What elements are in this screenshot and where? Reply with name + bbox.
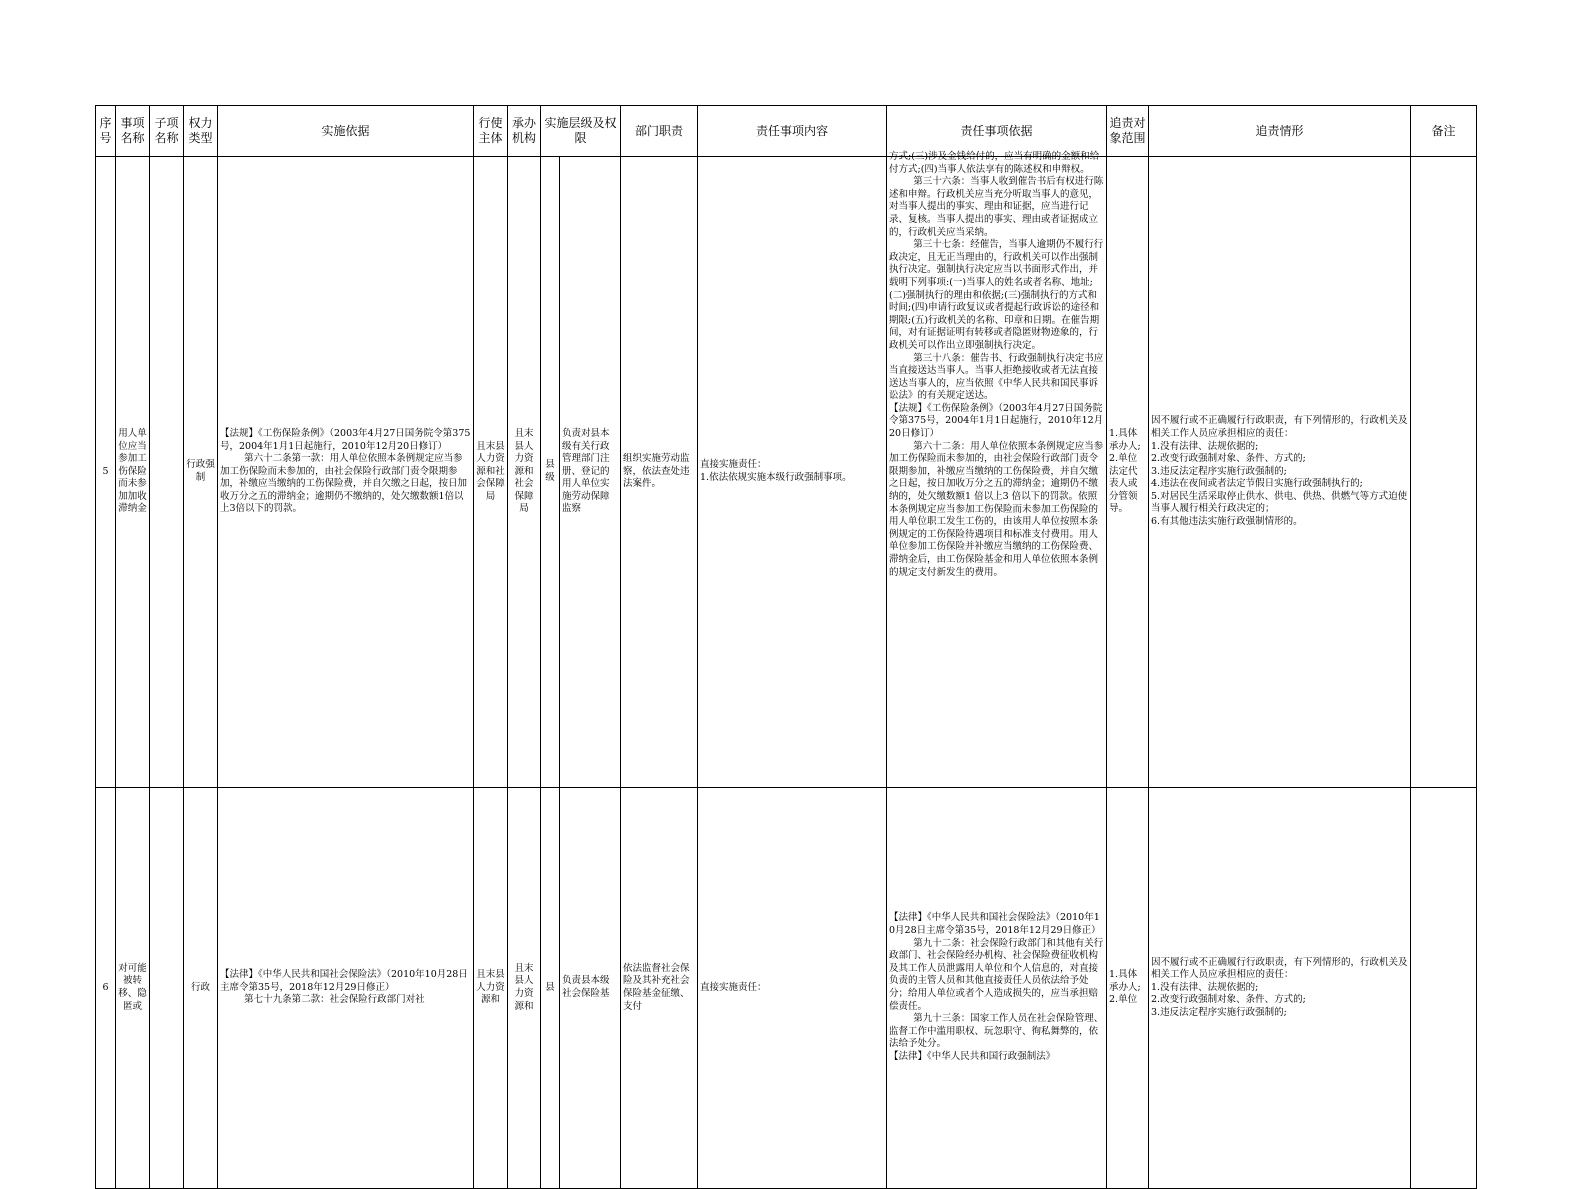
cell-sub-name — [150, 788, 184, 1189]
cell-subject: 且末县人力资源和社会保障局 — [474, 157, 508, 788]
cell-subject: 且末县人力资源和 — [474, 788, 508, 1189]
table-row — [96, 788, 1477, 1189]
cell-seq: 6 — [96, 788, 116, 1189]
cell-resp-content: 直接实施责任： 1.依法依规实施本级行政强制事项。 — [698, 157, 887, 788]
header-power-type: 权力类型 — [184, 106, 218, 157]
cell-sub-name — [150, 157, 184, 788]
cell-level-desc: 负责县本级社会保险基 — [560, 788, 621, 1189]
cell-resp-basis: 【法律】《中华人民共和国社会保险法》（2010年10月28日主席令第35号，2018年12月29日修正） 第九十二条：社会保险行政部门和其他有关行政部门、社会保险经办机构、社会保险费征收机构及其工作人员泄露用人单位和个人信息的，对直接负责的主管人员和其他直接责任人员依法给予处分；给用人单位或者个人造成损失的，应当承担赔偿责任。 第九十三条：国家工作人员在社会保险管理、监督工作中滥用职权、玩忽职守、徇私舞弊的，依法给予处分。 【法律】《中华人民共和国行政强制法》 — [887, 788, 1107, 1189]
cell-dept-duty: 依法监督社会保险及其补充社会保险基金征缴、支付 — [621, 788, 698, 1189]
cell-resp-basis — [887, 151, 1107, 788]
header-remark: 备注 — [1411, 106, 1477, 157]
cell-power-type: 行政 — [184, 788, 218, 1189]
resp-basis-text: 方式;(三)涉及金钱给付的，应当有明确的金额和给付方式;(四)当事人依法享有的陈述权和申辩权。 第三十六条：当事人收到催告书后有权进行陈述和申辩。行政机关应当充分听取当事人的意见，对当事人提出的事实、理由和证据，应当进行记录、复核。当事人提出的事实、理由或者证据成立的，行政机关应当采纳。 第三十七条：经催告，当事人逾期仍不履行行政决定，且无正当理由的，行政机关可以作出强制执行决定。强制执行决定应当以书面形式作出，并载明下列事项:(一)当事人的姓名或者名称、地址;(二)强制执行的理由和依据;(三)强制执行的方式和时间;(四)申请行政复议或者提起行政诉讼的途径和期限;(五)行政机关的名称、印章和日期。在催告期间，对有证据证明有转移或者隐匿财物迹象的，行政机关可以作出立即强制执行决定。 第三十八条：催告书、行政强制执行决定书应当直接送达当事人。当事人拒绝接收或者无法直接送达当事人的，应当依照《中华人民共和国民事诉讼法》的有关规定送达。 【法规】《工伤保险条例》（2003年4月27日国务院令第375号，2004年1月1日起施行，2010年12月20日修订） 第六十二条：用人单位依照本条例规定应当参加工伤保险而未参加的，由社会保险行政部门责令限期参加，补缴应当缴纳的工伤保险费，并自欠缴之日起，按日加收万分之五的滞纳金；逾期仍不缴纳的，处欠缴数额1 倍以上3 倍以下的罚款。依照本条例规定应当参加工伤保险而未参加工伤保险的用人单位职工发生工伤的，由该用人单位按照本条例规定的工伤保险待遇项目和标准支付费用。用人单位参加工伤保险并补缴应当缴纳的工伤保险费、滞纳金后，由工伤保险基金和用人单位依照本条例的规定支付新发生的费用。 — [889, 151, 1104, 578]
cell-level: 县级 — [541, 157, 560, 788]
header-sub-name: 子项名称 — [150, 106, 184, 157]
header-item-name: 事项名称 — [116, 106, 150, 157]
cell-item-name: 对可能被转移、隐匿或 — [116, 788, 150, 1189]
header-level: 实施层级及权限 — [541, 106, 621, 157]
cell-resp-content: 直接实施责任： — [698, 788, 887, 1189]
header-acc-scope: 追责对象范围 — [1107, 106, 1149, 157]
table-row — [96, 157, 1477, 788]
cell-level-desc: 负责对县本级有关行政管理部门注册、登记的用人单位实施劳动保障监察 — [560, 157, 621, 788]
cell-dept-duty: 组织实施劳动监察，依法查处违法案件。 — [621, 157, 698, 788]
cell-level: 县 — [541, 788, 560, 1189]
header-seq: 序号 — [96, 106, 116, 157]
header-subject: 行使主体 — [474, 106, 508, 157]
header-basis: 实施依据 — [218, 106, 474, 157]
cell-acc-case: 因不履行或不正确履行行政职责，有下列情形的，行政机关及相关工作人员应承担相应的责任： 1.没有法律、法规依据的; 2.改变行政强制对象、条件、方式的; 3.违反法定程序实施行政强制的; — [1149, 788, 1411, 1189]
cell-item-name: 用人单位应当参加工伤保险而未参加加收滞纳金 — [116, 157, 150, 788]
header-resp-basis: 责任事项依据 — [887, 106, 1107, 157]
cell-acc-case: 因不履行或不正确履行行政职责，有下列情形的，行政机关及相关工作人员应承担相应的责任： 1.没有法律、法规依据的; 2.改变行政强制对象、条件、方式的; 3.违反法定程序实施行政强制的; 4.违法在夜间或者法定节假日实施行政强制执行的; 5.对居民生活采取停止供水、供电、供热、供燃气等方式迫使当事人履行相关行政决定的； 6.有其他违法实施行政强制情形的。 — [1149, 157, 1411, 788]
table-viewport — [95, 105, 1476, 1062]
cell-acc-scope: 1.具体承办人; 2.单位 — [1107, 788, 1149, 1189]
header-acc-case: 追责情形 — [1149, 106, 1411, 157]
cell-basis: 【法律】《中华人民共和国社会保险法》（2010年10月28日主席令第35号，2018年12月29日修正） 第七十九条第二款：社会保险行政部门对社 — [218, 788, 474, 1189]
header-resp-content: 责任事项内容 — [698, 106, 887, 157]
cell-basis: 【法规】《工伤保险条例》（2003年4月27日国务院令第375号，2004年1月1日起施行，2010年12月20日修订） 第六十二条第一款：用人单位依照本条例规定应当参加工伤保险而未参加的，由社会保险行政部门责令限期参加，补缴应当缴纳的工伤保险费，并自欠缴之日起，按日加收万分之五的滞纳金；逾期仍不缴纳的，处欠缴数额1倍以上3倍以下的罚款。 — [218, 157, 474, 788]
cell-acc-scope: 1.具体承办人; 2.单位法定代表人或分管领导。 — [1107, 157, 1149, 788]
cell-remark — [1411, 788, 1477, 1189]
cell-org: 且末县人力资源和社会保障局 — [508, 157, 541, 788]
header-org: 承办机构 — [508, 106, 541, 157]
header-dept-duty: 部门职责 — [621, 106, 698, 157]
cell-seq: 5 — [96, 157, 116, 788]
header-row — [96, 106, 1477, 157]
cell-org: 且末县人力资源和 — [508, 788, 541, 1189]
cell-remark — [1411, 157, 1477, 788]
power-list-table — [95, 105, 1477, 1189]
cell-power-type: 行政强制 — [184, 157, 218, 788]
